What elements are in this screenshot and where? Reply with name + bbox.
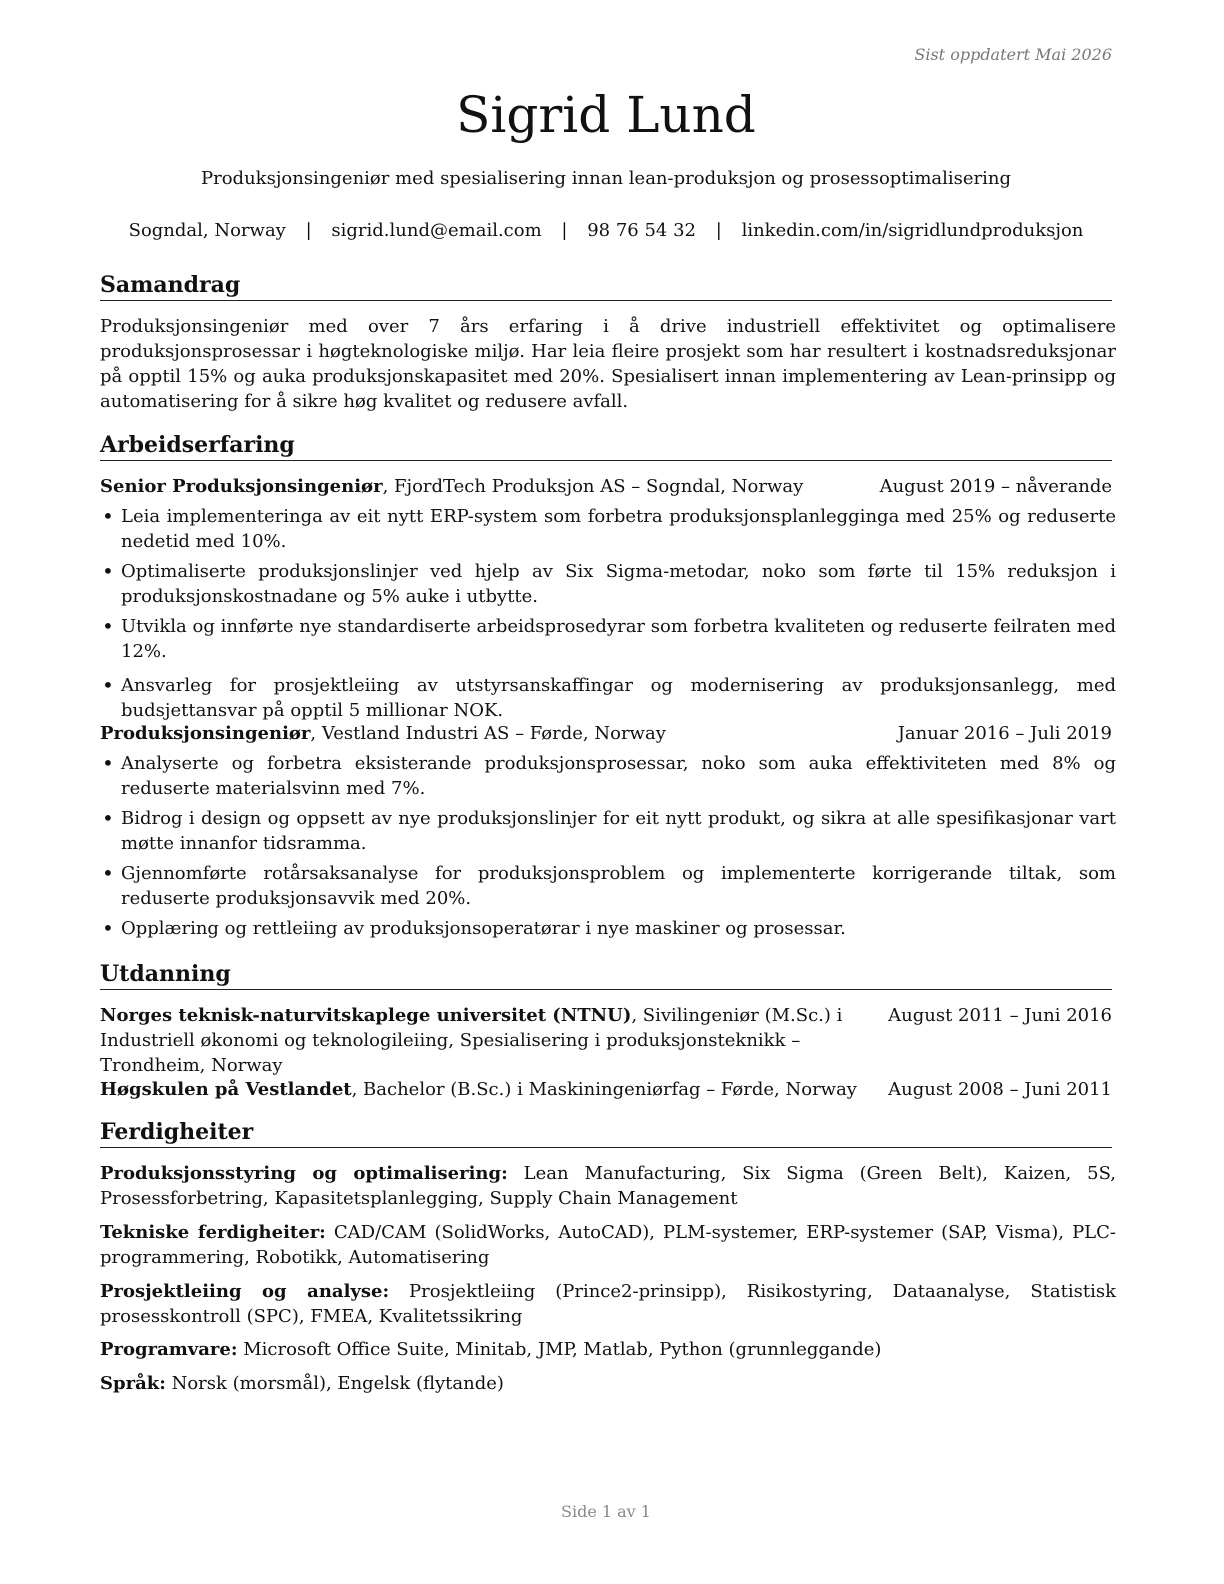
education-entry: [100, 1077, 1112, 1102]
job-heading: [100, 721, 1112, 746]
list-item: • Ansvarleg for prosjektleiing av utstyrsanskaffingar og modernisering av produksjonsanlegg, med budsjettansvar på opptil 5 millionar NOK.: [100, 673, 1116, 723]
job-bullets: [100, 751, 1116, 946]
contact-location: Sogndal, Norway: [128, 220, 286, 241]
section-title-summary: Samandrag: [100, 272, 1112, 301]
job-role: Produksjonsingeniør: [100, 723, 311, 744]
summary-text: Produksjonsingeniør med over 7 års erfaring i å drive industriell effektivitet og optimalisere produksjonsprosessar i høgteknologiske miljø. Har leia fleire prosjekt som har resultert i kostnadsreduksjonar på opptil 15% og auka produksjonskapasitet med 20%. Spesialisert innan implementering av Lean-prinsipp og automatisering for å sikre høg kvalitet og redusere avfall.: [100, 316, 1116, 412]
list-item: • Bidrog i design og oppsett av nye produksjonslinjer for eit nytt produkt, og sikra at alle spesifikasjonar vart møtte innanfor tidsramma.: [100, 806, 1116, 856]
skill-label: Språk:: [100, 1373, 166, 1394]
contact-phone: 98 76 54 32: [587, 220, 697, 241]
education-dates: August 2011 – Juni 2016: [888, 1005, 1112, 1026]
education-line: [100, 1077, 857, 1102]
job-role: Senior Produksjonsingeniør: [100, 476, 383, 497]
list-item: • Analyserte og forbetra eksisterande produksjonsprosessar, noko som auka effektiviteten med 8% og reduserte materialsvinn med 7%.: [100, 751, 1116, 801]
skill-line: [100, 1161, 1116, 1211]
education-line: [100, 1003, 870, 1078]
education-detail: , Sivilingeniør (M.Sc.) i Industriell økonomi og teknologileiing, Spesialisering i produksjonsteknikk – Trondheim, Norway: [100, 1005, 843, 1076]
candidate-name: Sigrid Lund: [456, 86, 756, 144]
last-updated: Sist oppdatert Mai 2026: [914, 45, 1112, 64]
education-detail: , Bachelor (B.Sc.) i Maskiningeniørfag – Førde, Norway: [351, 1079, 857, 1100]
skill-label: Tekniske ferdigheiter:: [100, 1222, 326, 1243]
education-school: Norges teknisk-naturvitskaplege universitet (NTNU): [100, 1005, 632, 1026]
list-item: • Optimaliserte produksjonslinjer ved hjelp av Six Sigma-metodar, noko som førte til 15% reduksjon i produksjonskostnadane og 5% auke i utbytte.: [100, 559, 1116, 609]
contact-separator: |: [305, 220, 312, 241]
contact-separator: |: [561, 220, 568, 241]
skill-text: Microsoft Office Suite, Minitab, JMP, Matlab, Python (grunnleggande): [237, 1339, 882, 1360]
page-number: Side 1 av 1: [561, 1502, 651, 1521]
skill-line: [100, 1337, 1116, 1362]
list-item: • Utvikla og innførte nye standardiserte arbeidsprosedyrar som forbetra kvaliteten og reduserte feilraten med 12%.: [100, 614, 1116, 664]
job-dates: Januar 2016 – Juli 2019: [897, 723, 1112, 744]
skill-label: Programvare:: [100, 1339, 238, 1360]
contact-line: [100, 220, 1112, 241]
resume-page: [100, 0, 1117, 1584]
education-entry: [100, 1003, 1112, 1078]
education-school: Høgskulen på Vestlandet: [100, 1079, 352, 1100]
contact-email[interactable]: sigrid.lund@email.com: [331, 220, 542, 241]
skill-label: Produksjonsstyring og optimalisering:: [100, 1163, 508, 1184]
section-title-skills: Ferdigheiter: [100, 1119, 1112, 1148]
list-item: • Gjennomførte rotårsaksanalyse for produksjonsproblem og implementerte korrigerande tiltak, som reduserte produksjonsavvik med 20%.: [100, 861, 1116, 911]
list-item: • Leia implementeringa av eit nytt ERP-system som forbetra produksjonsplanlegginga med 25% og reduserte nedetid med 10%.: [100, 504, 1116, 554]
skill-text: Lean Manufacturing, Six Sigma (Green Belt), Kaizen, 5S, Prosessforbetring, Kapasitetsplanlegging, Supply Chain Management: [100, 1163, 1117, 1209]
job-title-line: [100, 474, 803, 499]
job-title-line: [100, 721, 666, 746]
job-dates: August 2019 – nåverande: [879, 476, 1112, 497]
skill-text: Norsk (morsmål), Engelsk (flytande): [165, 1373, 504, 1394]
job-org: , FjordTech Produksjon AS – Sogndal, Norway: [382, 476, 804, 497]
skill-line: [100, 1279, 1116, 1329]
contact-linkedin[interactable]: linkedin.com/in/sigridlundproduksjon: [741, 220, 1084, 241]
job-org: , Vestland Industri AS – Førde, Norway: [310, 723, 666, 744]
skill-label: Prosjektleiing og analyse:: [100, 1281, 390, 1302]
section-title-experience: Arbeidserfaring: [100, 432, 1112, 461]
list-item: • Opplæring og rettleiing av produksjonsoperatørar i nye maskiner og prosessar.: [100, 916, 1116, 941]
skill-line: [100, 1220, 1116, 1270]
section-title-education: Utdanning: [100, 961, 1112, 990]
skill-text: CAD/CAM (SolidWorks, AutoCAD), PLM-systemer, ERP-systemer (SAP, Visma), PLC-programmering, Robotikk, Automatisering: [100, 1222, 1116, 1268]
headline: Produksjonsingeniør med spesialisering innan lean-produksjon og prosessoptimalisering: [201, 168, 1011, 189]
education-dates: August 2008 – Juni 2011: [888, 1079, 1112, 1100]
job-heading: [100, 474, 1112, 499]
skill-line: [100, 1371, 1116, 1396]
contact-separator: |: [715, 220, 722, 241]
job-bullets: [100, 504, 1116, 728]
skill-text: Prosjektleiing (Prince2-prinsipp), Risikostyring, Dataanalyse, Statistisk prosesskontroll (SPC), FMEA, Kvalitetssikring: [100, 1281, 1116, 1327]
